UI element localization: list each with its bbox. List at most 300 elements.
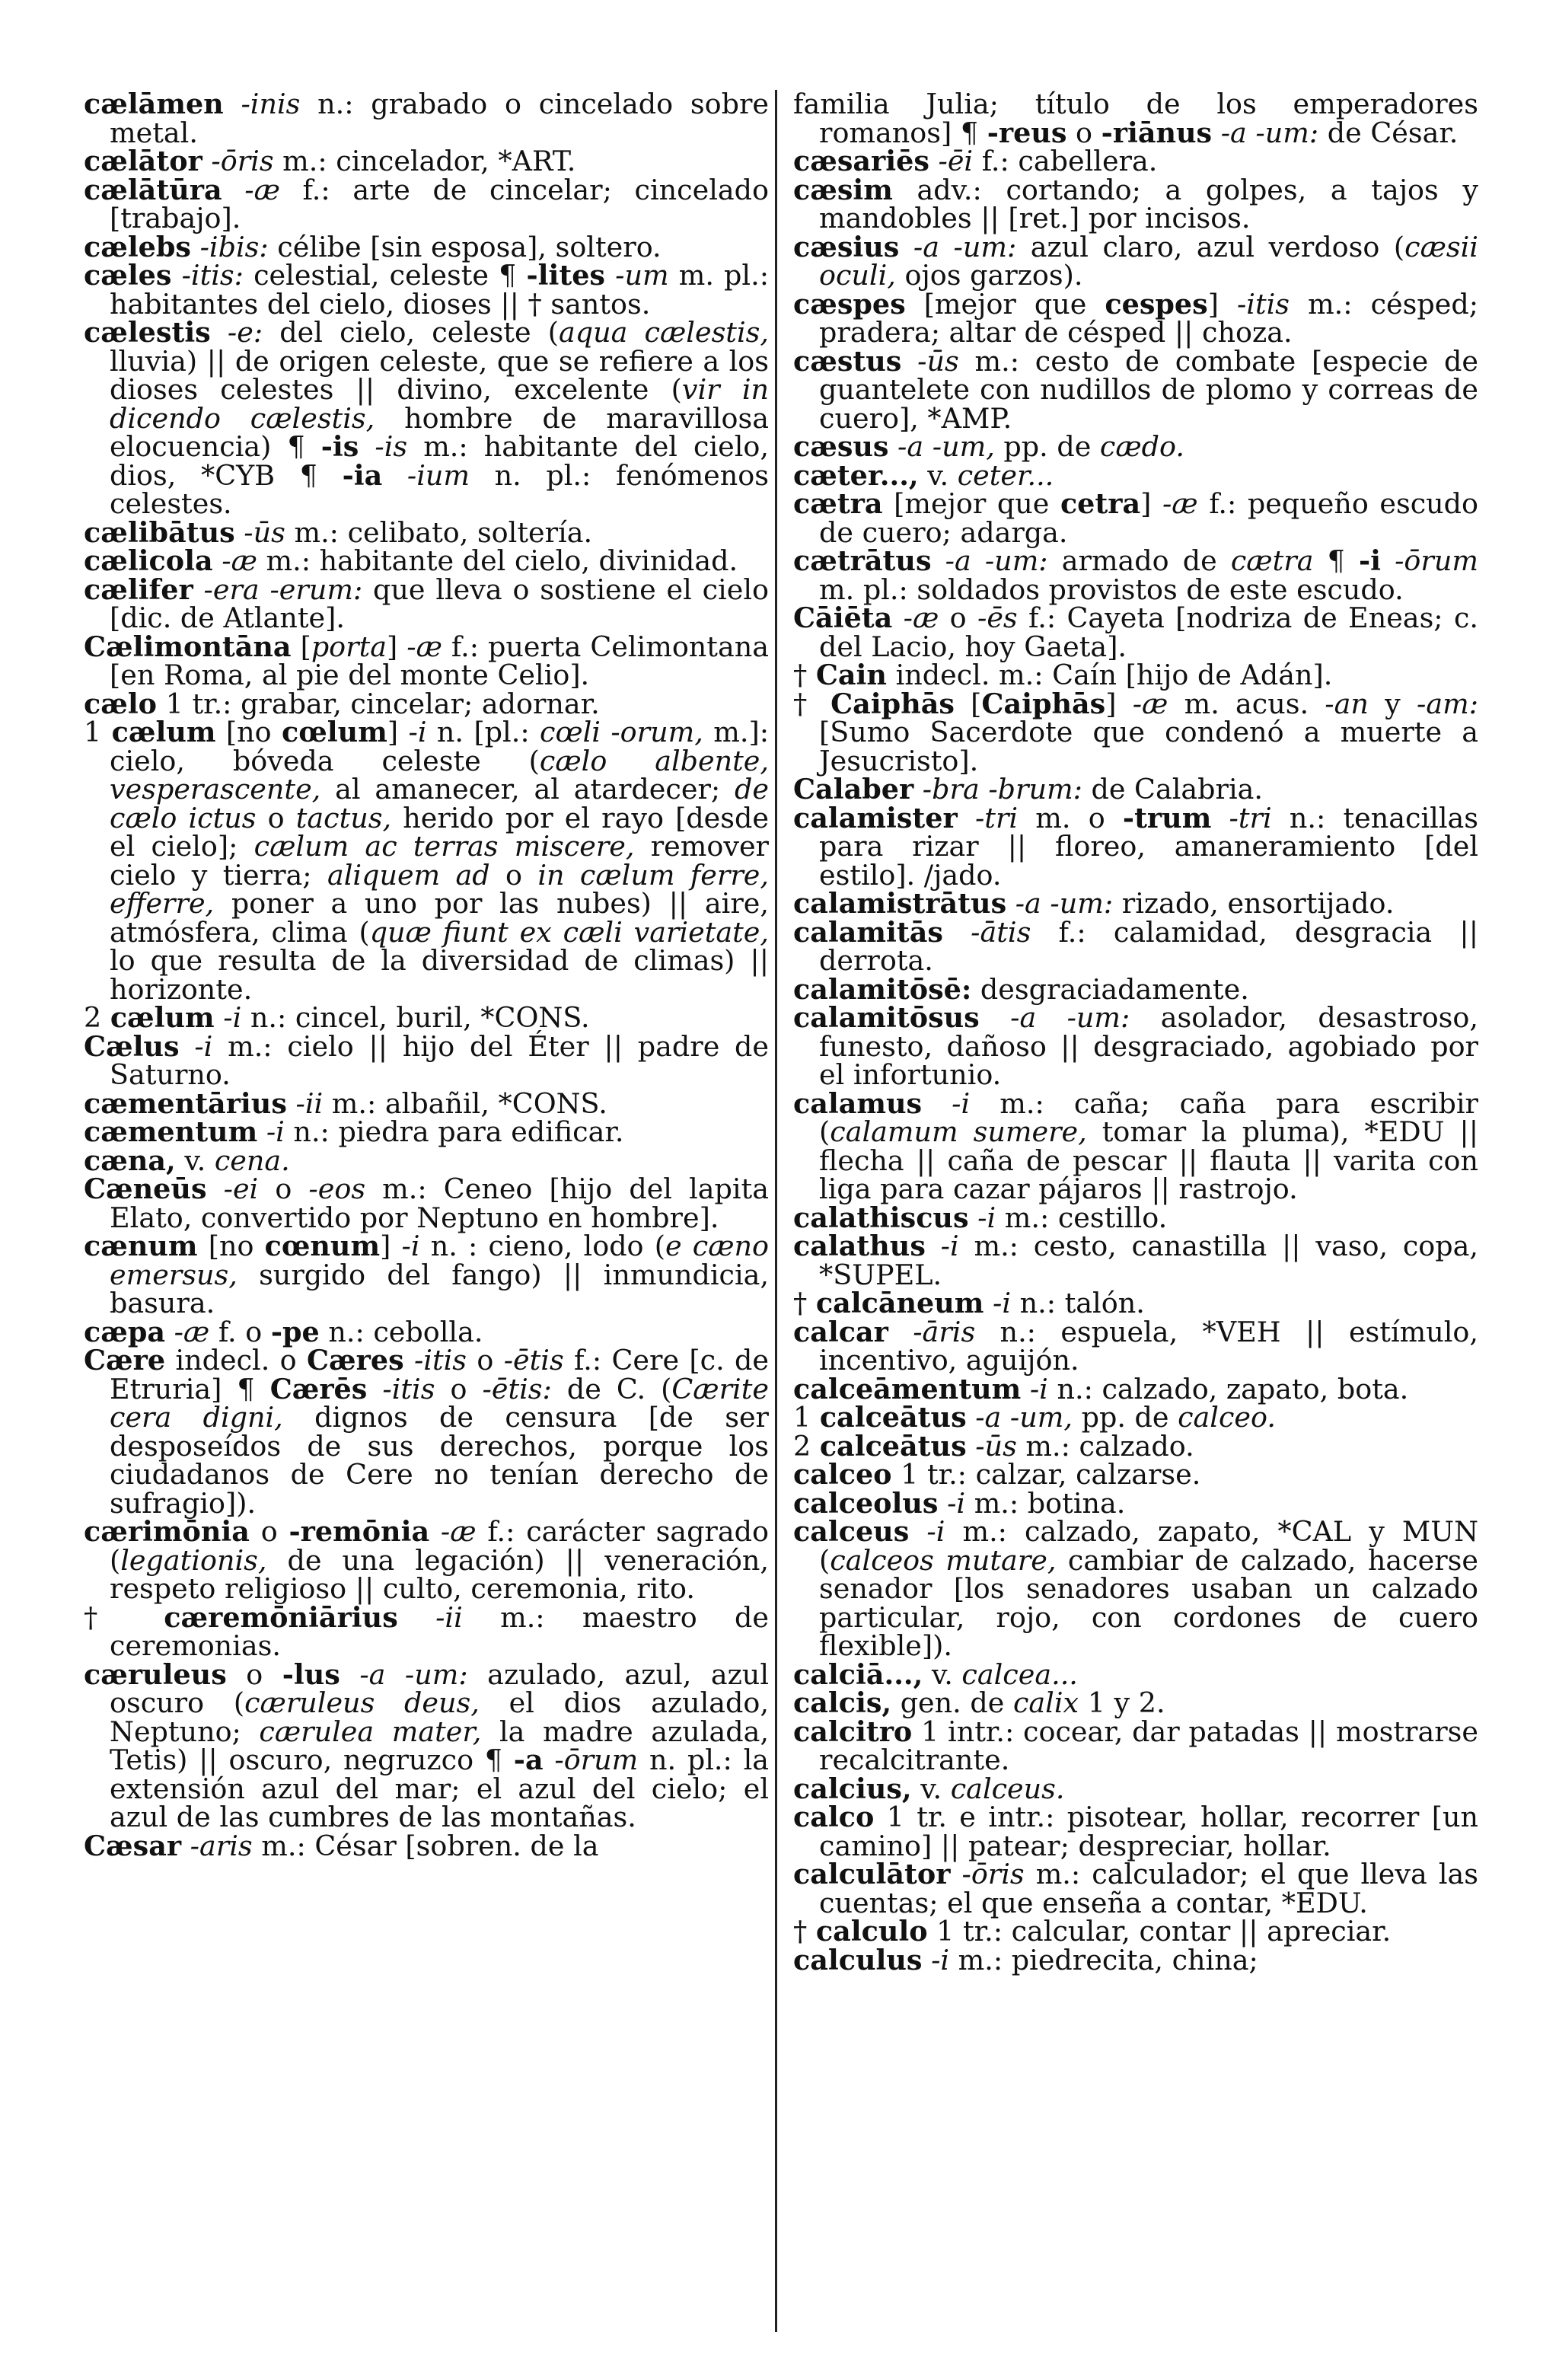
entry-text: armado de	[1047, 544, 1231, 577]
entry-text: m.: césped; pradera; altar de césped || choza.	[819, 287, 1478, 349]
entry-headword: cælicola	[84, 544, 213, 577]
entry-headword: cælātor	[84, 145, 202, 177]
left-column	[84, 90, 769, 1860]
entry-italic-text: -ōris	[202, 145, 274, 177]
entry-headword: cænum	[84, 1230, 198, 1262]
entry-text: m.: albañil, *CONS.	[323, 1086, 607, 1120]
entry-text: asolador, desastroso, funesto, dañoso || desgraciado, agobiado por el infortunio.	[819, 1001, 1478, 1091]
entry-italic-text: -ōrum	[1380, 544, 1478, 577]
dictionary-entry	[793, 287, 1478, 349]
entry-text: ]	[1140, 487, 1162, 520]
entry-headword: cæsariēs	[793, 145, 929, 177]
dictionary-entry	[793, 1803, 1478, 1860]
entry-headword: cæspes	[793, 287, 906, 321]
entry-italic-text: -ium	[382, 458, 470, 492]
dictionary-entry	[793, 147, 1478, 176]
dictionary-entry	[793, 1232, 1478, 1289]
column-divider	[775, 90, 777, 2332]
entry-text: m. pl.: soldados provistos de este escudo.	[819, 573, 1404, 606]
entry-italic-text: -i	[984, 1287, 1012, 1319]
entry-text: m.: cesto de combate [especie de guantelete con nudillos de plomo y correas de cuero], *AMP.	[819, 344, 1478, 435]
entry-italic-text: -eos	[308, 1172, 366, 1205]
entry-headword: -remōnia	[289, 1515, 430, 1548]
dictionary-entry	[793, 1715, 1478, 1776]
entry-italic-text: -ētis	[503, 1344, 564, 1377]
entry-text: o	[467, 1344, 504, 1377]
dictionary-entry	[793, 1372, 1478, 1405]
entry-text: n.: cincel, buril, *CONS.	[241, 1001, 590, 1034]
entry-headword: calceolus	[793, 1486, 939, 1520]
entry-headword: calco	[793, 1801, 875, 1833]
entry-headword: calceāmentum	[793, 1372, 1022, 1405]
entry-italic-text: -a -um:	[979, 1001, 1130, 1034]
entry-text: de César.	[1318, 116, 1459, 149]
entry-headword: cælo	[84, 687, 158, 720]
entry-text: m.: cincelador, *ART.	[273, 145, 576, 177]
dictionary-entry	[84, 90, 769, 147]
entry-text: o	[256, 801, 296, 834]
entry-italic-text: -tri	[957, 801, 1019, 834]
entry-italic-text: -ūs	[966, 1429, 1017, 1463]
dictionary-entry	[84, 1344, 770, 1520]
entry-text: f. o	[209, 1315, 271, 1348]
entry-text: m.: César [sobren. de la	[252, 1829, 599, 1862]
entry-text: v.	[923, 1657, 962, 1691]
entry-text: 1 y 2.	[1079, 1686, 1165, 1719]
entry-text: n. [pl.:	[426, 716, 540, 748]
entry-text: o	[1066, 116, 1102, 149]
entry-headword: cælibātus	[84, 515, 235, 549]
entry-text: la madre azulada, Tetis) || oscuro, negruzco ¶	[110, 1715, 769, 1776]
dictionary-entry	[793, 601, 1478, 663]
entry-italic-text: -æ	[1162, 487, 1198, 520]
entry-headword: Cærēs	[269, 1372, 368, 1405]
entry-text: indecl. o	[165, 1344, 307, 1377]
entry-headword: cæsus	[793, 430, 889, 463]
entry-headword: calceātus	[819, 1401, 967, 1434]
entry-headword: Cāiēta	[793, 601, 893, 634]
entry-italic-text: -æ	[406, 630, 442, 663]
entry-headword: cœlum	[282, 716, 387, 748]
entry-headword: Cælus	[84, 1029, 180, 1063]
dictionary-entry	[793, 915, 1478, 977]
entry-text: azulado, azul, azul oscuro (	[110, 1657, 769, 1719]
entry-headword: cæter...,	[793, 458, 919, 492]
entry-italic-text: cædo.	[1099, 430, 1184, 463]
dictionary-entry	[84, 1144, 769, 1177]
entry-text: 1 intr.: cocear, dar patadas || mostrarse recalcitrante.	[819, 1715, 1478, 1776]
entry-headword: -lus	[282, 1657, 340, 1691]
entry-text: n. pl.: fenómenos celestes.	[110, 458, 769, 520]
entry-italic-text: -a -um,	[966, 1401, 1073, 1434]
entry-text: v.	[175, 1144, 215, 1177]
entry-text: 1	[793, 1401, 820, 1434]
entry-text: m.: habitante del cielo, dios, *CYB ¶	[110, 430, 769, 492]
dictionary-entry	[84, 230, 769, 263]
entry-text: 1 tr.: calzar, calzarse.	[891, 1458, 1201, 1491]
entry-headword: calciā...,	[793, 1657, 923, 1691]
entry-text: [	[954, 687, 982, 720]
entry-headword: cæmentum	[84, 1115, 258, 1148]
dictionary-entry	[84, 1172, 769, 1234]
entry-italic-text: -ēs	[977, 601, 1018, 634]
entry-headword: -i	[1358, 544, 1381, 577]
entry-text: tomar la pluma), *EDU || flecha || caña de pescar || flauta || varita con liga para cazar pájaros || rastrojo.	[819, 1115, 1478, 1205]
entry-headword: calcitro	[793, 1715, 913, 1748]
entry-italic-text: -is	[359, 430, 408, 463]
entry-headword: cœnum	[264, 1230, 381, 1262]
entry-italic-text: -ei	[206, 1172, 259, 1205]
entry-headword: calceus	[793, 1515, 910, 1548]
entry-text: m.: piedrecita, china;	[949, 1943, 1258, 1976]
entry-headword: Cære	[84, 1344, 166, 1377]
entry-italic-text: -æ	[212, 544, 257, 577]
entry-headword: cæsius	[793, 230, 900, 263]
entry-text: o	[258, 1172, 309, 1205]
entry-text: del cielo, celeste (	[263, 316, 559, 349]
entry-headword: Caiphās	[981, 687, 1106, 720]
dictionary-entry	[793, 775, 1478, 804]
entry-text: pp. de	[1072, 1401, 1178, 1434]
dictionary-entry	[84, 147, 769, 176]
entry-text: de C. (	[551, 1372, 672, 1405]
entry-text: m.: calzado.	[1016, 1429, 1194, 1463]
entry-italic-text: -a -um:	[931, 544, 1048, 577]
entry-italic-text: -ētis:	[482, 1372, 552, 1405]
entry-text: n.: tenacillas para rizar || floreo, amaneramiento [del estilo]. /jado.	[819, 801, 1478, 892]
entry-headword: -pe	[270, 1315, 320, 1348]
entry-text: hombre de maravillosa elocuencia) ¶	[110, 401, 769, 463]
entry-headword: cætrātus	[793, 544, 932, 577]
dictionary-entry	[793, 544, 1478, 606]
entry-text: celestial, celeste ¶	[243, 259, 527, 292]
entry-text: m.]: cielo, bóveda celeste (	[110, 716, 769, 777]
entry-text: f.: Cere [c. de Etruria] ¶	[110, 1344, 769, 1405]
dictionary-entry	[793, 1315, 1478, 1377]
entry-italic-text: -æ	[1132, 687, 1168, 720]
entry-headword: cæna,	[84, 1144, 176, 1177]
entry-text: m.: habitante del cielo, divinidad.	[257, 544, 738, 577]
entry-text: ]	[387, 716, 409, 748]
entry-headword: cetra	[1060, 487, 1141, 520]
dictionary-entry	[84, 259, 769, 321]
entry-italic-text: calamum sumere,	[830, 1115, 1087, 1148]
entry-headword: calathus	[793, 1230, 926, 1262]
entry-text: gen. de	[891, 1686, 1013, 1719]
entry-text: ]	[1105, 687, 1133, 720]
dictionary-entry	[84, 687, 769, 720]
entry-italic-text: legationis,	[120, 1543, 267, 1577]
entry-headword: cespes	[1105, 287, 1208, 321]
dictionary-entry	[793, 1686, 1478, 1719]
entry-text: remover cielo y tierra;	[110, 830, 770, 892]
entry-headword: calamus	[793, 1086, 923, 1120]
dictionary-entry	[793, 1086, 1478, 1205]
entry-headword: calceātus	[819, 1429, 967, 1463]
entry-italic-text: -era -erum:	[193, 573, 363, 606]
entry-headword: calamitōsē:	[793, 972, 972, 1006]
entry-text: 1 tr. e intr.: pisotear, hollar, recorrer [un camino] || patear; despreciar, hollar.	[819, 1801, 1478, 1862]
entry-headword: cælāmen	[84, 88, 224, 120]
entry-italic-text: -i	[922, 1086, 971, 1120]
entry-text: n. : cieno, lodo (	[419, 1230, 665, 1262]
dictionary-entry	[793, 889, 1478, 918]
dictionary-entry	[793, 1772, 1478, 1805]
dictionary-entry	[793, 1486, 1478, 1520]
entry-italic-text: aliquem ad	[327, 858, 490, 892]
entry-headword: cælum	[111, 716, 216, 748]
entry-text: 1 tr.: grabar, cincelar; adornar.	[157, 687, 600, 720]
entry-headword: calculus	[793, 1943, 923, 1976]
entry-headword: calcāneum	[815, 1287, 984, 1319]
entry-headword: cæles	[84, 259, 172, 292]
entry-headword: Cæsar	[84, 1829, 182, 1862]
entry-italic-text: cælum ac terras miscere,	[253, 830, 635, 863]
entry-italic-text: -a -um,	[888, 430, 995, 463]
entry-italic-text: cæsii oculi,	[819, 230, 1478, 292]
entry-text: [mejor que	[882, 487, 1060, 520]
entry-text: indecl. m.: Caín [hijo de Adán].	[886, 659, 1333, 691]
dictionary-entry	[84, 1600, 769, 1662]
entry-italic-text: -i	[925, 1230, 959, 1262]
entry-text: n.: espuela, *VEH || estímulo, incentivo, aguijón.	[819, 1315, 1478, 1377]
entry-headword: calcar	[793, 1315, 888, 1348]
entry-headword: -trum	[1122, 801, 1212, 834]
entry-italic-text: -i	[968, 1201, 996, 1234]
entry-headword: cæsim	[793, 173, 893, 206]
entry-headword: Calaber	[793, 773, 914, 806]
entry-italic-text: -ūs	[901, 344, 959, 378]
entry-text: m.: calculador; el que lleva las cuentas; el que enseña a contar, *EDU.	[819, 1858, 1478, 1919]
entry-italic-text: quæ fiunt ex cæli varietate,	[369, 915, 769, 949]
entry-headword: calcis,	[793, 1686, 892, 1719]
dictionary-entry	[84, 544, 769, 577]
dictionary-entry	[793, 230, 1478, 292]
entry-text: herido por el rayo [desde el cielo];	[110, 801, 769, 863]
entry-italic-text: -e:	[210, 316, 263, 349]
dictionary-entry	[84, 1829, 769, 1862]
entry-text: al amanecer, al atardecer;	[320, 773, 735, 806]
entry-text: poner a uno por las nubes) || aire, atmósfera, clima (	[110, 887, 769, 949]
entry-text: 1 tr.: calcular, contar || apreciar.	[927, 1915, 1392, 1948]
entry-italic-text: cœli -orum,	[540, 716, 703, 748]
dictionary-entry	[793, 1201, 1478, 1234]
dictionary-entry	[793, 1657, 1478, 1691]
entry-text: célibe [sin esposa], soltero.	[268, 230, 662, 263]
entry-italic-text: -bra -brum:	[913, 773, 1082, 806]
entry-italic-text: Cærite cera digni,	[110, 1372, 769, 1434]
entry-text: de Calabria.	[1082, 773, 1264, 806]
entry-headword: cæruleus	[84, 1657, 227, 1691]
entry-italic-text: -um	[604, 259, 669, 292]
entry-italic-text: -i	[922, 1943, 950, 1976]
entry-text: de una legación) || veneración, respeto religioso || culto, ceremonia, rito.	[110, 1543, 769, 1605]
dictionary-entry	[793, 1003, 1478, 1090]
entry-headword: Cæres	[306, 1344, 404, 1377]
entry-italic-text: e cæno emersus,	[110, 1230, 770, 1291]
entry-text: o	[489, 858, 538, 892]
entry-headword: -lites	[526, 259, 605, 292]
entry-italic-text: vir in dicendo cælestis,	[110, 373, 770, 435]
entry-italic-text: -ātis	[942, 915, 1031, 949]
entry-text: f.: Cayeta [nodriza de Eneas; c. del Lacio, hoy Gaeta].	[819, 601, 1478, 663]
dictionary-entry	[84, 1315, 769, 1348]
entry-text: n.: cebolla.	[319, 1315, 483, 1348]
entry-headword: cælestis	[84, 316, 211, 349]
entry-text: f.: cabellera.	[973, 145, 1158, 177]
entry-text: f.: arte de cincelar; cincelado [trabajo].	[110, 173, 769, 234]
entry-text: o	[226, 1657, 282, 1691]
entry-text: v.	[911, 1772, 951, 1805]
entry-italic-text: -i	[408, 716, 427, 748]
entry-italic-text: -ōris	[950, 1858, 1025, 1890]
entry-headword: -ia	[342, 458, 383, 492]
entry-text: m.: Ceneo [hijo del lapita Elato, convertido por Neptuno en hombre].	[110, 1172, 769, 1234]
entry-text: m.: botina.	[965, 1486, 1126, 1520]
entry-italic-text: calceus.	[950, 1772, 1065, 1805]
entry-text: †	[793, 687, 831, 720]
entry-italic-text: de cælo ictus	[110, 773, 769, 834]
entry-italic-text: -i	[214, 1001, 242, 1034]
entry-text: m.: caña; caña para escribir (	[819, 1086, 1478, 1148]
entry-text: [	[291, 630, 311, 663]
entry-text: [Sumo Sacerdote que condenó a muerte a Jesucristo].	[819, 716, 1478, 777]
entry-text: o	[435, 1372, 483, 1405]
entry-text: o	[939, 601, 977, 634]
entry-italic-text: -an	[1325, 687, 1369, 720]
dictionary-entry	[84, 1657, 770, 1833]
entry-italic-text: -itis	[1236, 287, 1290, 321]
entry-text: [no	[215, 716, 282, 748]
dictionary-entry	[793, 90, 1478, 147]
dictionary-entry	[84, 1003, 769, 1032]
entry-text: n.: grabado o cincelado sobre metal.	[110, 88, 769, 149]
entry-text: m. pl.: habitantes del cielo, dioses || † santos.	[110, 259, 769, 321]
entry-text: f.: puerta Celimontana [en Roma, al pie del monte Celio].	[110, 630, 770, 691]
entry-italic-text: cæruleus deus,	[244, 1686, 480, 1719]
entry-italic-text: -æ	[222, 173, 280, 206]
entry-text: azul claro, azul verdoso (	[1016, 230, 1405, 263]
entry-headword: calamitās	[793, 915, 943, 949]
entry-text: pp. de	[994, 430, 1100, 463]
dictionary-entry	[793, 173, 1478, 234]
entry-italic-text: -æ	[892, 601, 939, 634]
dictionary-entry	[84, 716, 770, 1006]
entry-headword: calathiscus	[793, 1201, 969, 1234]
entry-headword: calceo	[793, 1458, 892, 1491]
dictionary-entry	[793, 1943, 1478, 1976]
entry-text: que lleva o sostiene el cielo [dic. de Atlante].	[110, 573, 769, 634]
entry-italic-text: in cælum ferre, efferre,	[110, 858, 770, 920]
dictionary-entry	[793, 801, 1478, 892]
entry-text: †	[793, 659, 816, 691]
entry-text: [no	[197, 1230, 265, 1262]
dictionary-entry	[793, 1289, 1478, 1318]
dictionary-entry	[793, 344, 1478, 435]
dictionary-entry	[84, 630, 770, 691]
entry-italic-text: -a -um:	[340, 1657, 468, 1691]
entry-italic-text: -itis:	[171, 259, 244, 292]
entry-text: m.: celibato, soltería.	[285, 515, 593, 549]
right-column	[793, 90, 1478, 1974]
entry-text: familia Julia; título de los emperadores romanos] ¶	[793, 88, 1478, 149]
entry-text: m. acus.	[1168, 687, 1325, 720]
entry-italic-text: calceo.	[1178, 1401, 1276, 1434]
entry-italic-text: -tri	[1211, 801, 1272, 834]
entry-text: n.: piedra para edificar.	[284, 1115, 624, 1148]
entry-italic-text: -a -um:	[899, 230, 1017, 263]
entry-headword: cælum	[110, 1001, 215, 1034]
entry-text: ]	[1207, 287, 1237, 321]
entry-headword: calamister	[793, 801, 958, 834]
entry-text: m.: cesto, canastilla || vaso, copa, *SUPEL.	[819, 1230, 1478, 1291]
entry-text: †	[793, 1915, 816, 1948]
entry-italic-text: porta	[311, 630, 387, 663]
entry-headword: cælebs	[84, 230, 191, 263]
entry-text: dignos de censura [de ser desposeídos de sus derechos, porque los ciudadanos de Cere no tenían derecho de sufragio]).	[110, 1401, 770, 1520]
entry-headword: calcius,	[793, 1772, 912, 1805]
entry-text: rizado, ensortijado.	[1113, 887, 1395, 920]
entry-headword: Cain	[815, 659, 887, 691]
dictionary-entry	[793, 1429, 1478, 1463]
entry-text: ojos garzos).	[895, 259, 1083, 292]
entry-italic-text: -āris	[888, 1315, 976, 1348]
entry-italic-text: calceos mutare,	[830, 1543, 1057, 1577]
entry-headword: Caiphās	[831, 687, 955, 720]
dictionary-entry	[84, 318, 769, 518]
entry-headword: calamitōsus	[793, 1001, 980, 1034]
entry-headword: -riānus	[1101, 116, 1213, 149]
dictionary-entry	[793, 1460, 1478, 1489]
dictionary-entry	[793, 1917, 1478, 1946]
entry-text: m. o	[1018, 801, 1123, 834]
dictionary-entry	[84, 515, 769, 549]
entry-text: m.: maestro de ceremonias.	[110, 1600, 769, 1662]
dictionary-entry	[793, 1860, 1478, 1917]
entry-headword: calamistrātus	[793, 887, 1007, 920]
entry-italic-text: -i	[909, 1515, 945, 1548]
dictionary-entry	[793, 1517, 1478, 1661]
entry-headword: -a	[513, 1744, 544, 1776]
entry-headword: cæpa	[84, 1315, 165, 1348]
entry-text: lluvia) || de origen celeste, que se refiere a los dioses celestes || divino, excelente (	[110, 344, 769, 406]
entry-italic-text: -inis	[223, 88, 301, 120]
entry-text: m.: cielo || hijo del Éter || padre de Saturno.	[110, 1029, 770, 1091]
entry-headword: cæmentārius	[84, 1086, 287, 1120]
dictionary-entry	[84, 1232, 769, 1318]
entry-italic-text: calcea...	[961, 1657, 1078, 1691]
dictionary-entry	[84, 573, 769, 634]
entry-headword: cærimōnia	[84, 1515, 250, 1548]
entry-text: cambiar de calzado, hacerse senador [los senadores usaban un calzado particular, rojo, con cordones de cuero flexible]).	[819, 1543, 1478, 1662]
entry-italic-text: calix	[1012, 1686, 1079, 1719]
entry-text: ]	[387, 630, 407, 663]
entry-headword: calculo	[815, 1915, 928, 1948]
entry-italic-text: -æ	[429, 1515, 477, 1548]
entry-headword: -is	[320, 430, 359, 463]
entry-text: n.: calzado, zapato, bota.	[1047, 1372, 1409, 1405]
dictionary-entry	[793, 487, 1478, 549]
entry-headword: Cæneūs	[84, 1172, 207, 1205]
dictionary-entry	[793, 1403, 1478, 1432]
entry-italic-text: -ūs	[234, 515, 285, 549]
entry-italic-text: tactus,	[295, 801, 392, 834]
dictionary-entry	[84, 1517, 769, 1603]
entry-italic-text: cætra	[1230, 544, 1314, 577]
entry-italic-text: -i	[401, 1230, 420, 1262]
dictionary-entry	[793, 661, 1478, 690]
entry-headword: cælātūra	[84, 173, 222, 206]
